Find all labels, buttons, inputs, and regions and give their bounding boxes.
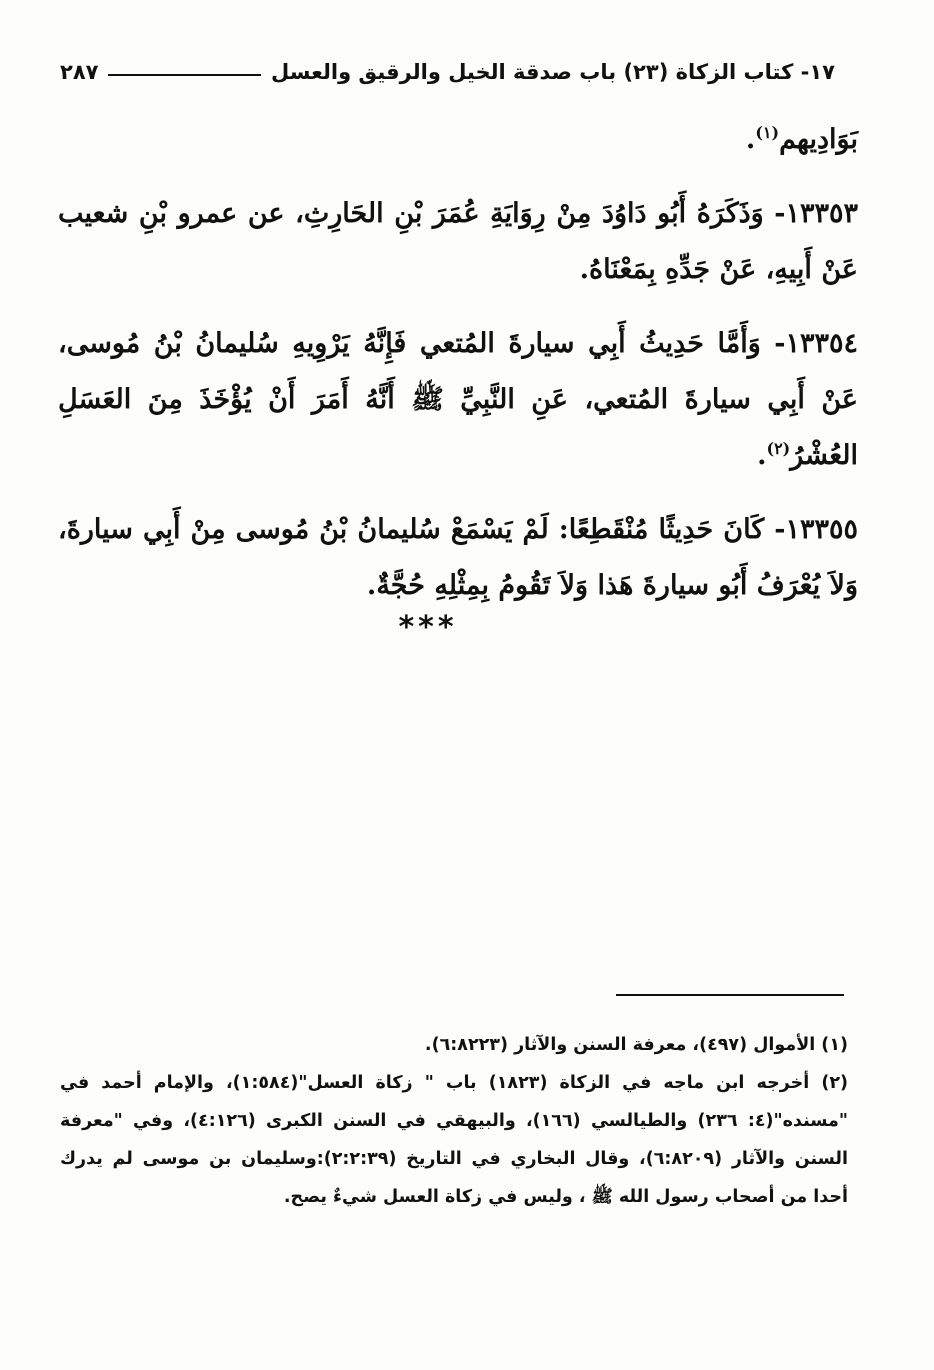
footnote-ref: (١) — [755, 123, 780, 142]
paragraph-text: ١٣٣٥٤- وَأَمَّا حَدِيثُ أَبِي سيارةَ المُتعي فَإِنَّهُ يَرْوِيهِ سُليمانُ بْنُ مُوسى، عَنْ أَبِي سيارةَ المُتعي، عَنِ النَّبِيِّ ﷺ أَنَّهُ أَمَرَ أَنْ يُؤْخَذَ مِنَ العَسَلِ العُشْرُ — [58, 328, 858, 471]
paragraph-13355: ١٣٣٥٥- كَانَ حَدِيثًا مُنْقَطِعًا: لَمْ يَسْمَعْ سُليمانُ بْنُ مُوسى مِنْ أَبِي سيارةَ، وَلاَ يُعْرَفُ أَبُو سيارةَ هَذا وَلاَ تَقُومُ بِمِثْلِهِ حُجَّةٌ. — [58, 514, 858, 601]
paragraph-end: . — [745, 124, 756, 155]
footnotes — [60, 1026, 848, 1216]
paragraph-13353: ١٣٣٥٣- وَذَكَرَهُ أَبُو دَاوُدَ مِنْ رِوَايَةِ عُمَرَ بْنِ الحَارِثِ، عن عمرو بْنِ شعيب عَنْ أَبِيهِ، عَنْ جَدِّهِ بِمَعْنَاهُ. — [58, 198, 858, 285]
paragraph-continuation — [58, 112, 858, 168]
section-separator: *** — [398, 610, 458, 645]
page-number: ٢٨٧ — [60, 60, 99, 84]
footnote-rule — [616, 994, 844, 996]
footnote-ref: (٢) — [766, 439, 791, 458]
main-text — [58, 112, 858, 632]
header-rule — [108, 74, 261, 76]
chapter-title: ١٧- كتاب الزكاة (٢٣) باب صدقة الخيل والرقيق والعسل — [271, 60, 835, 84]
paragraph-13354 — [58, 316, 858, 484]
page-header — [60, 52, 835, 92]
paragraph-end: . — [757, 440, 767, 471]
footnote-1: (١) الأموال (٤٩٧)، معرفة السنن والآثار (٦:٨٢٢٣). — [424, 1035, 848, 1055]
footnote-2: (٢) أخرجه ابن ماجه في الزكاة (١٨٢٣) باب " زكاة العسل"(١:٥٨٤)، والإمام أحمد في "مسنده"(٤: ٢٣٦) والطيالسي (١٦٦)، والبيهقي في السنن الكبرى (٤:١٢٦)، وفي "معرفة السنن والآثار (٦:٨٢٠٩)، وقال البخاري في التاريخ (٢:٢:٣٩):وسليمان بن موسى لم يدرك أحدا من أصحاب رسول الله ﷺ ، وليس في زكاة العسل شيءٌ يصح. — [60, 1073, 849, 1207]
paragraph-text: بَوَادِيهم — [779, 124, 858, 155]
